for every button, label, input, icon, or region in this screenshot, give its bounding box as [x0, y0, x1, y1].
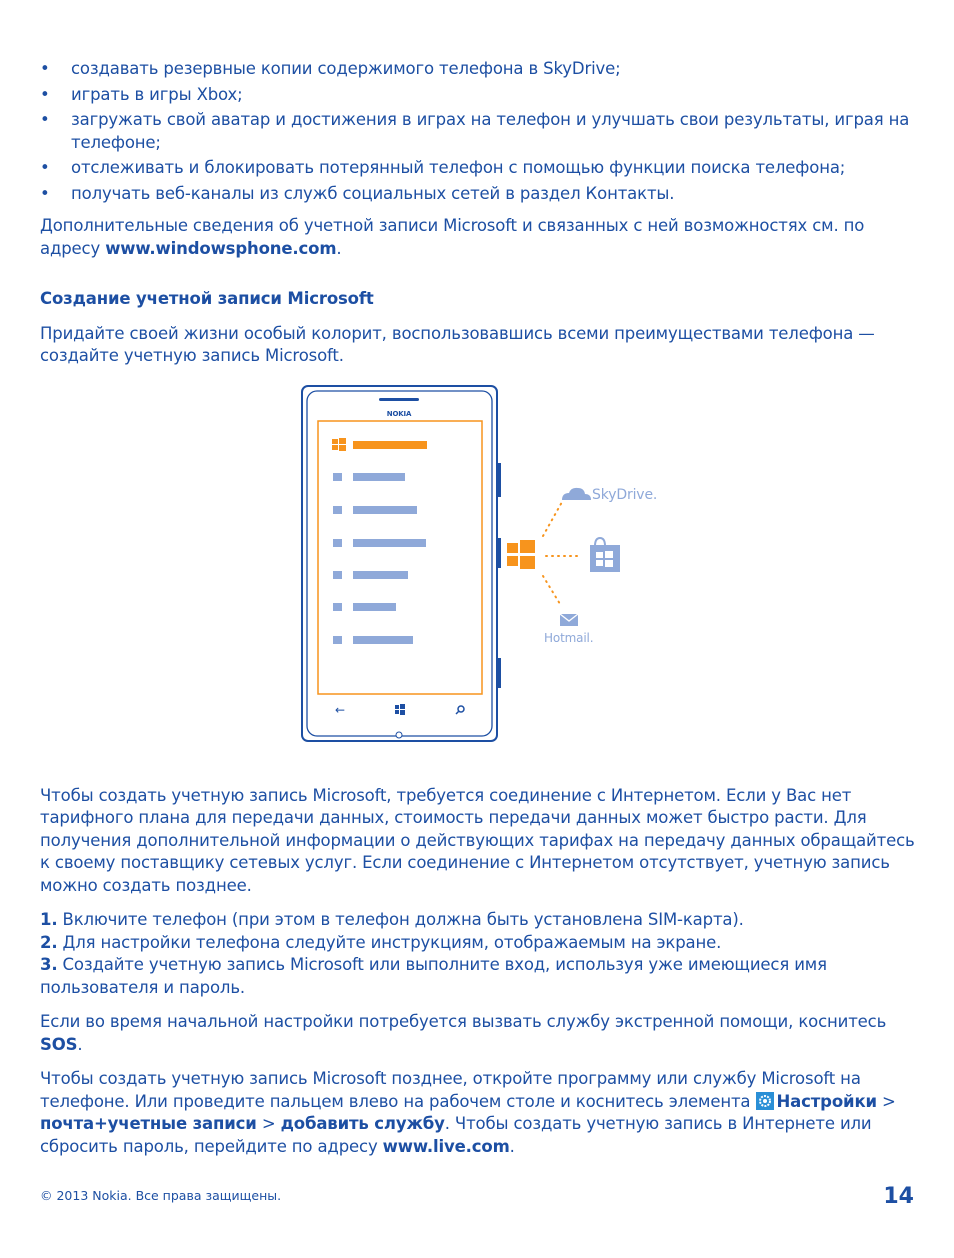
back-icon: ←: [335, 702, 345, 717]
side-button: [498, 658, 501, 688]
list-item: • создавать резервные копии содержимого телефона в SkyDrive;: [40, 59, 621, 78]
feature-list: [40, 58, 918, 205]
list-item: • получать веб-каналы из служб социальных сетей в раздел Контакты.: [40, 183, 675, 203]
step-item: 2. Для настройки телефона следуйте инструкциям, отображаемым на экране.: [40, 932, 722, 952]
info-paragraph: Дополнительные сведения об учетной записи Microsoft и связанных с ней возможностях см. по адресу www.windowsphone.com.: [40, 216, 865, 258]
connector-lines: [543, 502, 580, 604]
sos-label: SOS: [40, 1034, 78, 1054]
document-body: [40, 58, 918, 1158]
mail-icon: [560, 614, 578, 626]
phone-illustration: [40, 378, 918, 773]
bottom-port: [396, 732, 402, 738]
list-item: • отслеживать и блокировать потерянный телефон с помощью функции поиска телефона;: [40, 158, 846, 177]
brand-logo: NOKIA: [386, 409, 412, 418]
windows-logo-icon: [507, 540, 535, 569]
phone-screen: [318, 421, 482, 694]
menu-bar-active: [353, 441, 427, 449]
live-link[interactable]: www.live.com: [382, 1136, 510, 1156]
step-item: 1. Включите телефон (при этом в телефон должна быть установлена SIM-карта).: [40, 910, 744, 929]
hotmail-label: Hotmail.: [544, 630, 594, 645]
skydrive-label: SkyDrive.: [592, 486, 658, 503]
later-paragraph: Чтобы создать учетную запись Microsoft позднее, откройте программу или службу Microsoft на телефоне. Или проведите пальцем влево на рабочем столе и коснитесь элемента Настройки > почта+учетные записи > добавить службу. Чтобы создать учетную запись в Интернете или сбросить пароль, перейдите по адресу www.live.com.: [40, 1069, 896, 1156]
phone-diagram: [40, 378, 918, 773]
settings-gear-icon: [756, 1092, 774, 1110]
requirement-paragraph: Чтобы создать учетную запись Microsoft, требуется соединение с Интернетом. Если у Вас нет тарифного плана для передачи данных, стоимость передачи данных может быстро расти. Для получения дополнительной информации о действующих тарифах на передачу данных обращайтесь к своему поставщику сетевых услуг. Если соединение с Интернетом отсутствует, учетную запись можно создать позднее.: [40, 785, 915, 895]
side-button: [498, 538, 501, 568]
side-button: [498, 463, 501, 497]
list-item: • загружать свой аватар и достижения в играх на телефон и улучшать свои результаты, играя на телефоне;: [40, 110, 910, 152]
settings-path-settings[interactable]: Настройки: [776, 1091, 877, 1111]
intro-paragraph: Придайте своей жизни особый колорит, воспользовавшись всеми преимуществами телефона — создайте учетную запись Microsoft.: [40, 323, 875, 365]
windowsphone-link[interactable]: www.windowsphone.com: [105, 238, 337, 258]
page-number: 14: [883, 1184, 914, 1209]
step-item: 3. Создайте учетную запись Microsoft или выполните вход, используя уже имеющиеся имя пользователя и пароль.: [40, 955, 827, 997]
speaker-icon: [379, 398, 419, 401]
steps-list: [40, 909, 918, 999]
settings-path-mail[interactable]: почта+учетные записи: [40, 1114, 257, 1133]
store-icon: [590, 538, 620, 572]
emergency-paragraph: Если во время начальной настройки потребуется вызвать службу экстренной помощи, коснитесь SOS.: [40, 1012, 887, 1054]
list-item: • играть в игры Xbox;: [40, 84, 243, 104]
copyright-footer: © 2013 Nokia. Все права защищены.: [40, 1188, 282, 1203]
settings-path-add-service[interactable]: добавить службу: [280, 1114, 445, 1133]
cloud-icon: [562, 487, 591, 499]
section-title: Создание учетной записи Microsoft: [40, 289, 374, 308]
